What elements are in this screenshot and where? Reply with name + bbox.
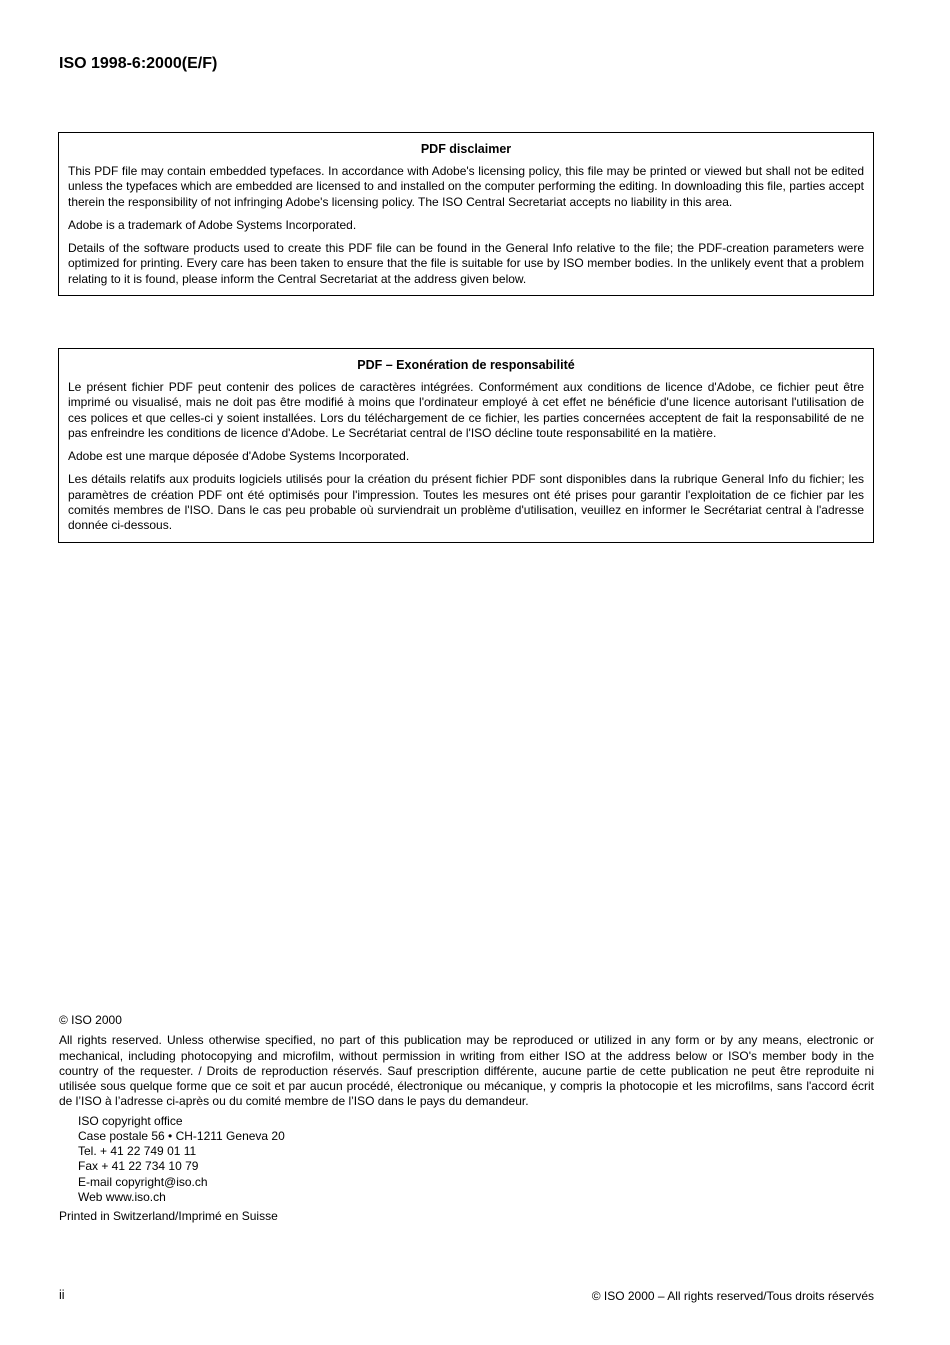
exoneration-paragraph: Le présent fichier PDF peut contenir des polices de caractères intégrées. Conformément aux conditions de licence d'Adobe, ce fichier peut être imprimé ou visualisé, mais ne doit pas être modifié à moins que l'ordinateur employé à cet effet ne bénéficie d'une licence autorisant l'utilisation de ces polices et que celles-ci y soient installées. Lors du téléchargement de ce fichier, les parties concernées acceptent de fait la responsabilité de ne pas enfreindre les conditions de licence d'Adobe. Le Secrétariat central de l'ISO décline toute responsabilité en la matière. — [68, 380, 864, 440]
disclaimer-paragraph: This PDF file may contain embedded typefaces. In accordance with Adobe's licensing policy, this file may be printed or viewed but shall not be edited unless the typefaces which are embedded are licensed to and installed on the computer performing the editing. In downloading this file, parties accept therein the responsibility of not infringing Adobe's licensing policy. The ISO Central Secretariat accepts no liability in this area. — [68, 164, 864, 209]
address-line: E-mail copyright@iso.ch — [78, 1174, 208, 1189]
disclaimer-title: PDF disclaimer — [420, 142, 512, 156]
disclaimer-paragraph: Details of the software products used to create this PDF file can be found in the General Info relative to the file; the PDF-creation parameters were optimized for printing. Every care has been taken to ensure that the file is suitable for use by ISO member bodies. In the unlikely event that a problem relating to it is found, please inform the Central Secretariat at the address given below. — [68, 241, 864, 286]
exoneration-title: PDF – Exonération de responsabilité — [357, 358, 575, 372]
copyright-office-address — [78, 1114, 874, 1205]
printed-in: Printed in Switzerland/Imprimé en Suisse — [59, 1209, 278, 1223]
copyright-notice — [59, 1013, 874, 1228]
document-id: ISO 1998-6:2000(E/F) — [59, 55, 218, 72]
address-line: Tel. + 41 22 749 01 11 — [78, 1144, 197, 1159]
disclaimer-paragraph: Adobe is a trademark of Adobe Systems Incorporated. — [68, 217, 357, 232]
pdf-disclaimer-box — [58, 132, 874, 296]
page-number: ii — [59, 1288, 65, 1302]
footer-rights: © ISO 2000 – All rights reserved/Tous droits réservés — [591, 1289, 874, 1303]
pdf-exoneration-box — [58, 348, 874, 543]
copyright-symbol-line: © ISO 2000 — [59, 1013, 122, 1027]
exoneration-paragraph: Les détails relatifs aux produits logiciels utilisés pour la création du présent fichier PDF sont disponibles dans la rubrique General Info du fichier; les paramètres de création PDF ont été optimisés pour l'impression. Toutes les mesures ont été prises pour garantir l'exploitation de ce fichier par les comités membres de l'ISO. Dans le cas peu probable où surviendrait un problème d'utilisation, veuillez en informer le Secrétariat central à l'adresse donnée ci-dessous. — [68, 472, 864, 533]
address-line: Fax + 41 22 734 10 79 — [78, 1159, 199, 1174]
address-line: Case postale 56 • CH-1211 Geneva 20 — [78, 1128, 285, 1143]
address-line: Web www.iso.ch — [78, 1189, 166, 1204]
rights-statement: All rights reserved. Unless otherwise specified, no part of this publication may be reproduced or utilized in any form or by any means, electronic or mechanical, including photocopying and microfilm, without permission in writing from either ISO at the address below or ISO's member body in the country of the requester. / Droits de reproduction réservés. Sauf prescription différente, aucune partie de cette publication ne peut être reproduite ni utilisée sous quelque forme que ce soit et par aucun procédé, électronique ou mécanique, y compris la photocopie et les microfilms, sans l'accord écrit de l’ISO à l’adresse ci-après ou du comité membre de l’ISO dans le pays du demandeur. — [59, 1033, 874, 1109]
exoneration-paragraph: Adobe est une marque déposée d'Adobe Systems Incorporated. — [68, 449, 410, 464]
address-line: ISO copyright office — [78, 1113, 183, 1128]
